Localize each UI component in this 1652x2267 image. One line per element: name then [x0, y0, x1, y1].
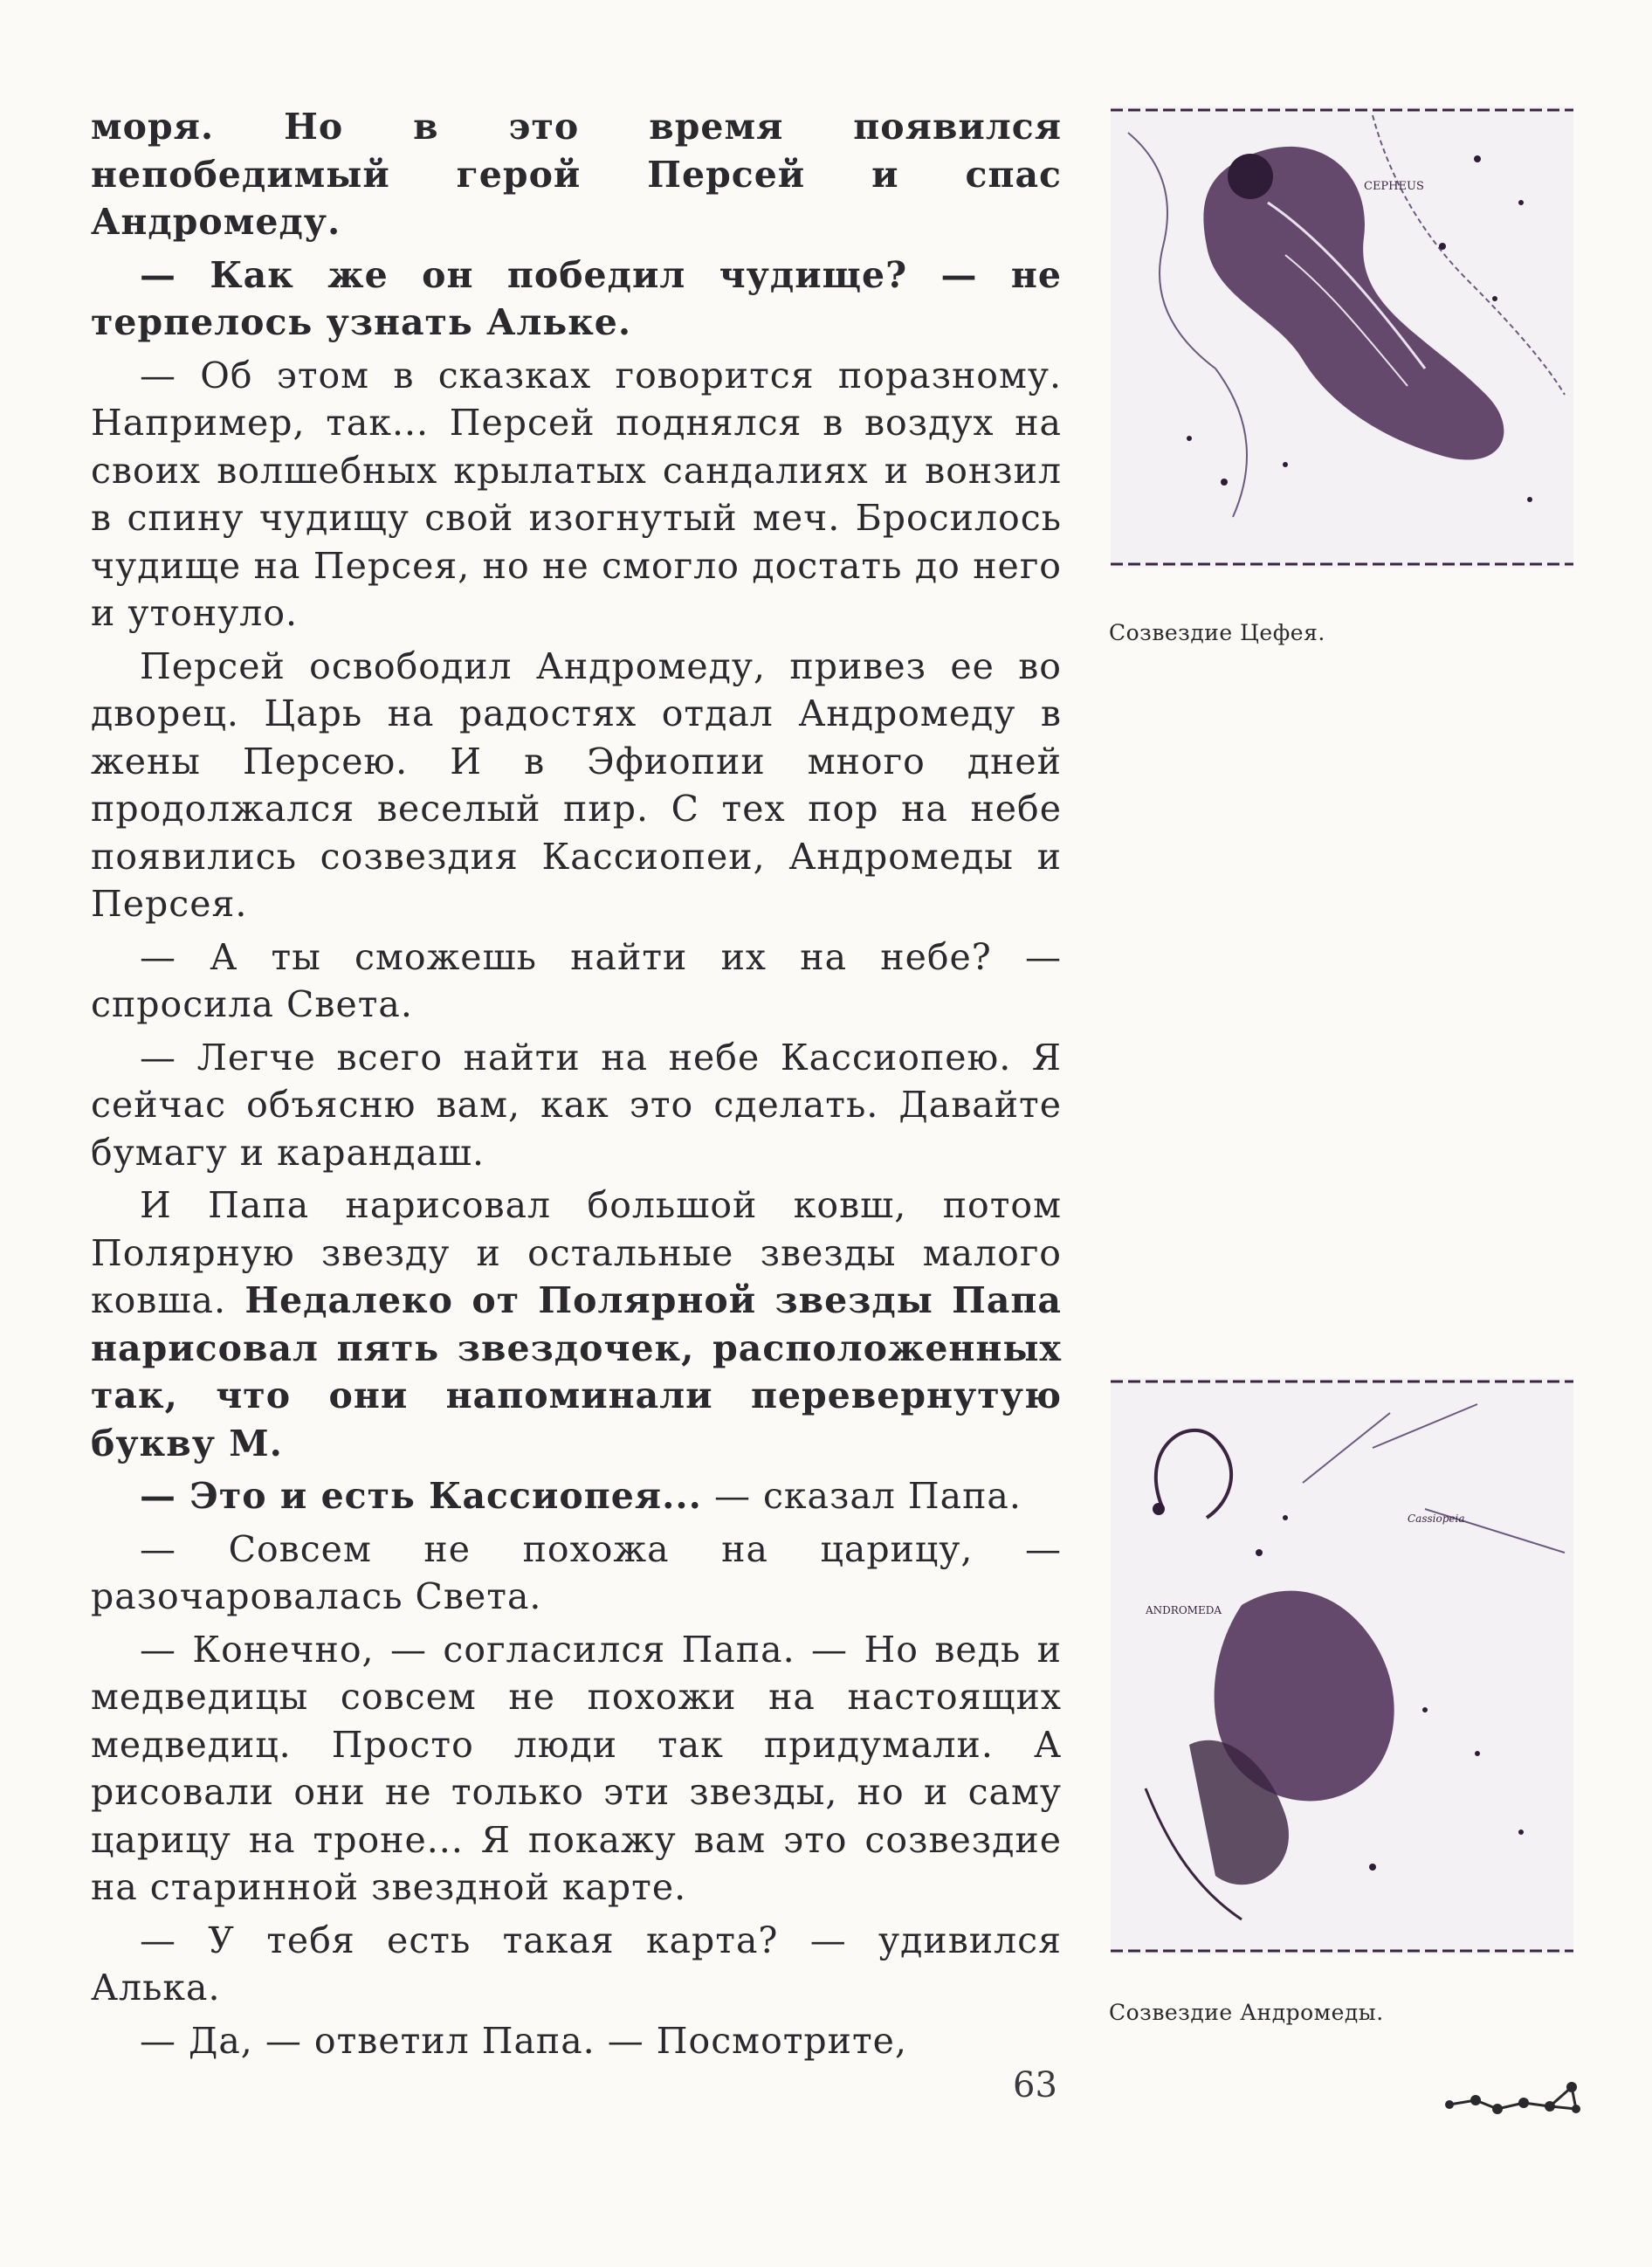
andromeda-label: ANDROMEDA [1146, 1604, 1222, 1616]
paragraph: — Как же он победил чудище? — не терпелось узнать Альке. [91, 253, 1062, 343]
paragraph: — Да, — ответил Папа. — Посмотрите, [140, 2019, 907, 2062]
cepheus-label: CEPHEUS [1364, 180, 1424, 193]
paragraph: — Легче всего найти на небе Кассиопею. Я сейчас объясню вам, как это сделать. Давайте бумагу и карандаш. [91, 1036, 1062, 1174]
andromeda-chart-image [1111, 1378, 1573, 1954]
paragraph: — А ты сможешь найти их на небе? — спросила Света. [91, 935, 1062, 1025]
paragraph: — У тебя есть такая карта? — удивился Алька. [91, 1919, 1062, 2009]
big-dipper-ornament [1445, 2070, 1585, 2122]
cepheus-chart-image [1111, 107, 1573, 568]
paragraph: — Об этом в сказках говорится поразному. Например, так... Персей поднялся в воздух на своих волшебных крылатых сандалиях и вонзил в спину чудищу свой изогнутый меч. Бросилось чудище на Персея, но не смогло достать до него и утонуло. [91, 354, 1062, 634]
paragraph-text: И Папа нарисовал большой ковш, потом Полярную звезду и остальные звезды малого ковша. [91, 1184, 1062, 1321]
andromeda-star-chart [1111, 1378, 1573, 1954]
text-column [91, 103, 1062, 2070]
cassiopeia-label: Cassiopeia [1408, 1512, 1465, 1525]
paragraph: — Совсем не похожа на царицу, — разочаровалась Света. [91, 1527, 1062, 1617]
paragraph-bold-text: Недалеко от Полярной звезды Папа нарисовал пять звездочек, расположенных так, что они напоминали перевернутую букву М. [91, 1279, 1062, 1464]
paragraph-text: — сказал Папа. [701, 1475, 1022, 1517]
paragraph-bold-text: — Это и есть Кассиопея... [140, 1475, 702, 1517]
andromeda-caption: Созвездие Андромеды. [1109, 2000, 1384, 2025]
page-number: 63 [1013, 2065, 1057, 2105]
cepheus-star-chart [1111, 107, 1573, 568]
paragraph: — Конечно, — согласился Папа. — Но ведь и медведицы совсем не похожи на настоящих медведиц. Просто люди так придумали. А рисовали они не только эти звезды, но и саму царицу на троне... Я покажу вам это созвездие на старинной звездной карте. [91, 1628, 1062, 1908]
paragraph [91, 1182, 1062, 1467]
cepheus-caption: Созвездие Цефея. [1109, 620, 1325, 645]
paragraph: Персей освободил Андромеду, привез ее во дворец. Царь на радостях отдал Андромеду в жены Персею. И в Эфиопии много дней продолжался веселый пир. С тех пор на небе появились созвездия Кассиопеи, Андромеды и Персея. [91, 644, 1062, 925]
paragraph [91, 1472, 1062, 1520]
paragraph: моря. Но в это время появился непобедимый герой Персей и спас Андромеду. [91, 106, 1062, 243]
